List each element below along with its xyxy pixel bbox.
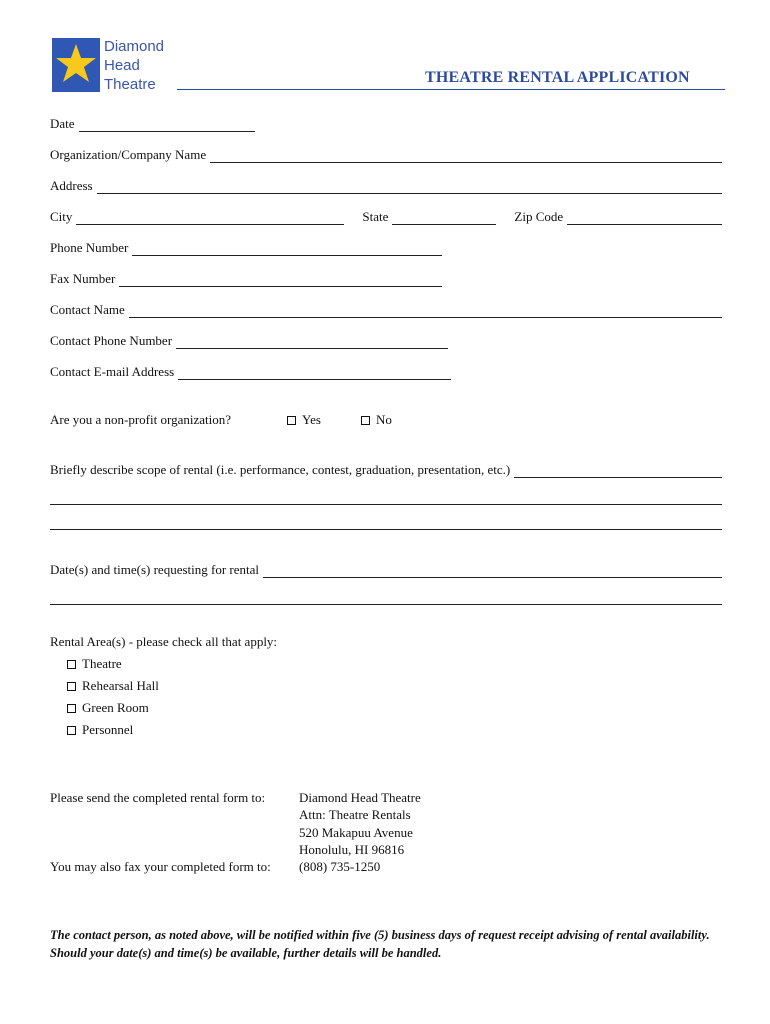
logo-text-diamond: Diamond <box>104 38 165 55</box>
rental-area-label: Rehearsal Hall <box>82 678 159 693</box>
mail-address-line-1: Diamond Head Theatre <box>299 790 421 805</box>
logo-text-theatre: Theatre <box>104 76 156 93</box>
rental-area-label: Green Room <box>82 700 149 715</box>
page-title: THEATRE RENTAL APPLICATION <box>425 69 690 86</box>
nonprofit-question: Are you a non-profit organization? <box>50 412 231 427</box>
rental-area-label: Theatre <box>82 656 122 671</box>
contact-name-label: Contact Name <box>50 302 125 317</box>
rental-areas-label: Rental Area(s) - please check all that apply: <box>50 634 278 649</box>
footer-note: The contact person, as noted above, will be notified within five (5) business days of request receipt advising of rental availability. Should your date(s) and time(s) be available, further details will be handled. <box>50 928 710 960</box>
zip-field[interactable] <box>567 212 722 225</box>
scope-row <box>50 462 722 478</box>
nonprofit-yes-label: Yes <box>302 412 321 427</box>
state-field[interactable] <box>392 212 496 225</box>
scope-label: Briefly describe scope of rental (i.e. performance, contest, graduation, presentation, etc.) <box>50 462 511 477</box>
fax-form-label: You may also fax your completed form to: <box>50 859 271 874</box>
rental-area-label: Personnel <box>82 722 134 737</box>
address-label: Address <box>50 178 93 193</box>
rental-area-rehearsal-hall[interactable] <box>67 678 159 694</box>
phone-row <box>50 240 442 256</box>
dates-label: Date(s) and time(s) requesting for rental <box>50 562 260 577</box>
checkbox-icon[interactable] <box>67 660 76 669</box>
nonprofit-yes-option[interactable] <box>287 412 321 428</box>
contact-phone-field[interactable] <box>176 336 448 349</box>
address-field[interactable] <box>97 181 722 194</box>
phone-field[interactable] <box>132 243 442 256</box>
contact-email-field[interactable] <box>178 367 451 380</box>
fax-label: Fax Number <box>50 271 116 286</box>
checkbox-icon[interactable] <box>67 682 76 691</box>
logo-text-head: Head <box>104 57 140 74</box>
rental-area-green-room[interactable] <box>67 700 149 716</box>
date-label: Date <box>50 116 75 131</box>
dates-field[interactable] <box>263 565 722 578</box>
zip-label: Zip Code <box>514 209 564 224</box>
city-field[interactable] <box>76 212 344 225</box>
date-field[interactable] <box>79 119 255 132</box>
header-rule <box>177 89 725 90</box>
rental-area-theatre[interactable] <box>67 656 122 672</box>
mail-address-line-4: Honolulu, HI 96816 <box>299 842 405 857</box>
nonprofit-no-label: No <box>376 412 392 427</box>
organization-label: Organization/Company Name <box>50 147 207 162</box>
mail-address-line-2: Attn: Theatre Rentals <box>299 807 411 822</box>
rental-area-personnel[interactable] <box>67 722 133 738</box>
contact-phone-label: Contact Phone Number <box>50 333 173 348</box>
fax-row <box>50 271 442 287</box>
dates-field-line-2[interactable] <box>50 603 722 605</box>
city-label: City <box>50 209 73 224</box>
checkbox-icon[interactable] <box>361 416 370 425</box>
mail-address-line-3: 520 Makapuu Avenue <box>299 825 413 840</box>
scope-field[interactable] <box>514 465 722 478</box>
scope-field-line-2[interactable] <box>50 503 722 505</box>
dates-row <box>50 562 722 578</box>
phone-label: Phone Number <box>50 240 129 255</box>
checkbox-icon[interactable] <box>67 726 76 735</box>
city-state-zip-row <box>50 209 722 225</box>
contact-phone-row <box>50 333 448 349</box>
send-form-label: Please send the completed rental form to: <box>50 790 266 805</box>
state-label: State <box>362 209 389 224</box>
contact-email-row <box>50 364 451 380</box>
fax-field[interactable] <box>119 274 442 287</box>
scope-field-line-3[interactable] <box>50 528 722 530</box>
contact-email-label: Contact E-mail Address <box>50 364 175 379</box>
contact-name-row <box>50 302 722 318</box>
nonprofit-no-option[interactable] <box>361 412 392 428</box>
fax-number: (808) 735-1250 <box>299 859 381 874</box>
organization-field[interactable] <box>210 150 722 163</box>
contact-name-field[interactable] <box>129 305 722 318</box>
checkbox-icon[interactable] <box>67 704 76 713</box>
date-row <box>50 116 255 132</box>
logo-star-icon <box>52 38 100 92</box>
address-row <box>50 178 722 194</box>
checkbox-icon[interactable] <box>287 416 296 425</box>
organization-row <box>50 147 722 163</box>
